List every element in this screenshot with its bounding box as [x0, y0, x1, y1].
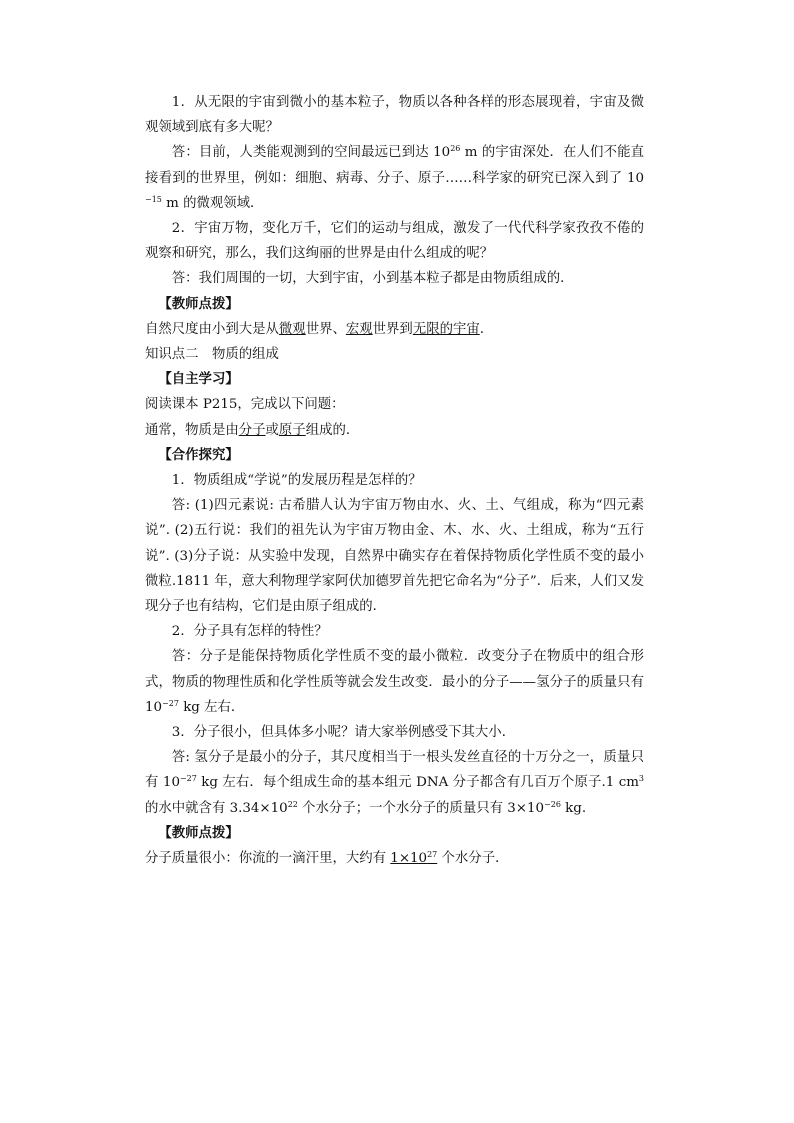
coop-answer-2: 答：分子是能保持物质化学性质不变的最小微粒．改变分子在物质中的组合形式，物质的物理性质和化学性质等就会发生改变．最小的分子——氢分子的质量只有 $10^{-27}$ kg 左右．	[145, 649, 644, 715]
question-1: 1．从无限的宇宙到微小的基本粒子，物质以各种各样的形态展现着，宇宙及微观领域到底有多大呢？	[145, 95, 644, 136]
section-title-point-2: 知识点二 物质的组成	[145, 347, 279, 363]
teacher-tip-label-1: 【教师点拨】	[158, 295, 239, 312]
coop-answer-1: 答: (1)四元素说: 古希腊人认为宇宙万物由水、火、土、气组成，称为“四元素说”. (2)五行说：我们的祖先认为宇宙万物由金、木、水、火、土组成，称为“五行说”. (3)分子说：从实验中发现，自然界中确实存在着保持物质化学性质不变的最小微粒.1811 年，意大利物理学家阿伏加德罗首先把它命名为“分子”．后来，人们又发现分子也有结构，它们是由原子组成的．	[145, 498, 644, 615]
cooperation-label: 【合作探究】	[158, 446, 239, 463]
answer-2: 答：我们周围的一切，大到宇宙，小到基本粒子都是由物质组成的．	[171, 271, 574, 287]
coop-answer-3: 答: 氢分子是最小的分子，其尺度相当于一根头发丝直径的十万分之一，质量只有 $10^{-27}$ kg 左右．每个组成生命的基本组元 DNA 分子都含有几百万个原子.1 $cm^3$ 的水中就含有 $3.34\times 10^{22}$ 个水分子；一个水分子的质量只有 $3\times 10^{-26}$ kg.	[145, 750, 644, 816]
teacher-tip-1: 自然尺度由小到大是从微观世界、宏观世界到无限的宇宙.	[145, 321, 485, 337]
coop-question-2: 2．分子具有怎样的特性？	[171, 624, 328, 640]
question-2: 2．宇宙万物，变化万千，它们的运动与组成，激发了一代代科学家孜孜不倦的观察和研究，那么，我们这绚丽的世界是由什么组成的呢？	[145, 221, 644, 262]
answer-1: 答：目前，人类能观测到的空间最远已到达 $10^{26}$ m 的宇宙深处．在人们不能直接看到的世界里，例如：细胞、病毒、分子、原子……科学家的研究已深入到了 $10^{-15}$ m 的微观领域．	[145, 144, 645, 211]
underlined-answer: $1\times 10^{27}$	[390, 850, 438, 867]
self-study-line-1: 阅读课本 P215，完成以下问题：	[145, 397, 345, 413]
self-study-line-2: 通常，物质是由分子或原子组成的．	[145, 422, 360, 438]
self-study-label: 【自主学习】	[158, 371, 239, 388]
teacher-tip-2: 分子质量很小：你流的一滴汗里，大约有 $1\times 10^{27}$ 个水分子．	[145, 850, 509, 867]
teacher-tip-label-2: 【教师点拨】	[158, 824, 239, 841]
coop-question-3: 3．分子很小，但具体多小呢？请大家举例感受下其大小．	[171, 725, 516, 741]
coop-question-1: 1．物质组成“学说”的发展历程是怎样的？	[171, 473, 422, 489]
